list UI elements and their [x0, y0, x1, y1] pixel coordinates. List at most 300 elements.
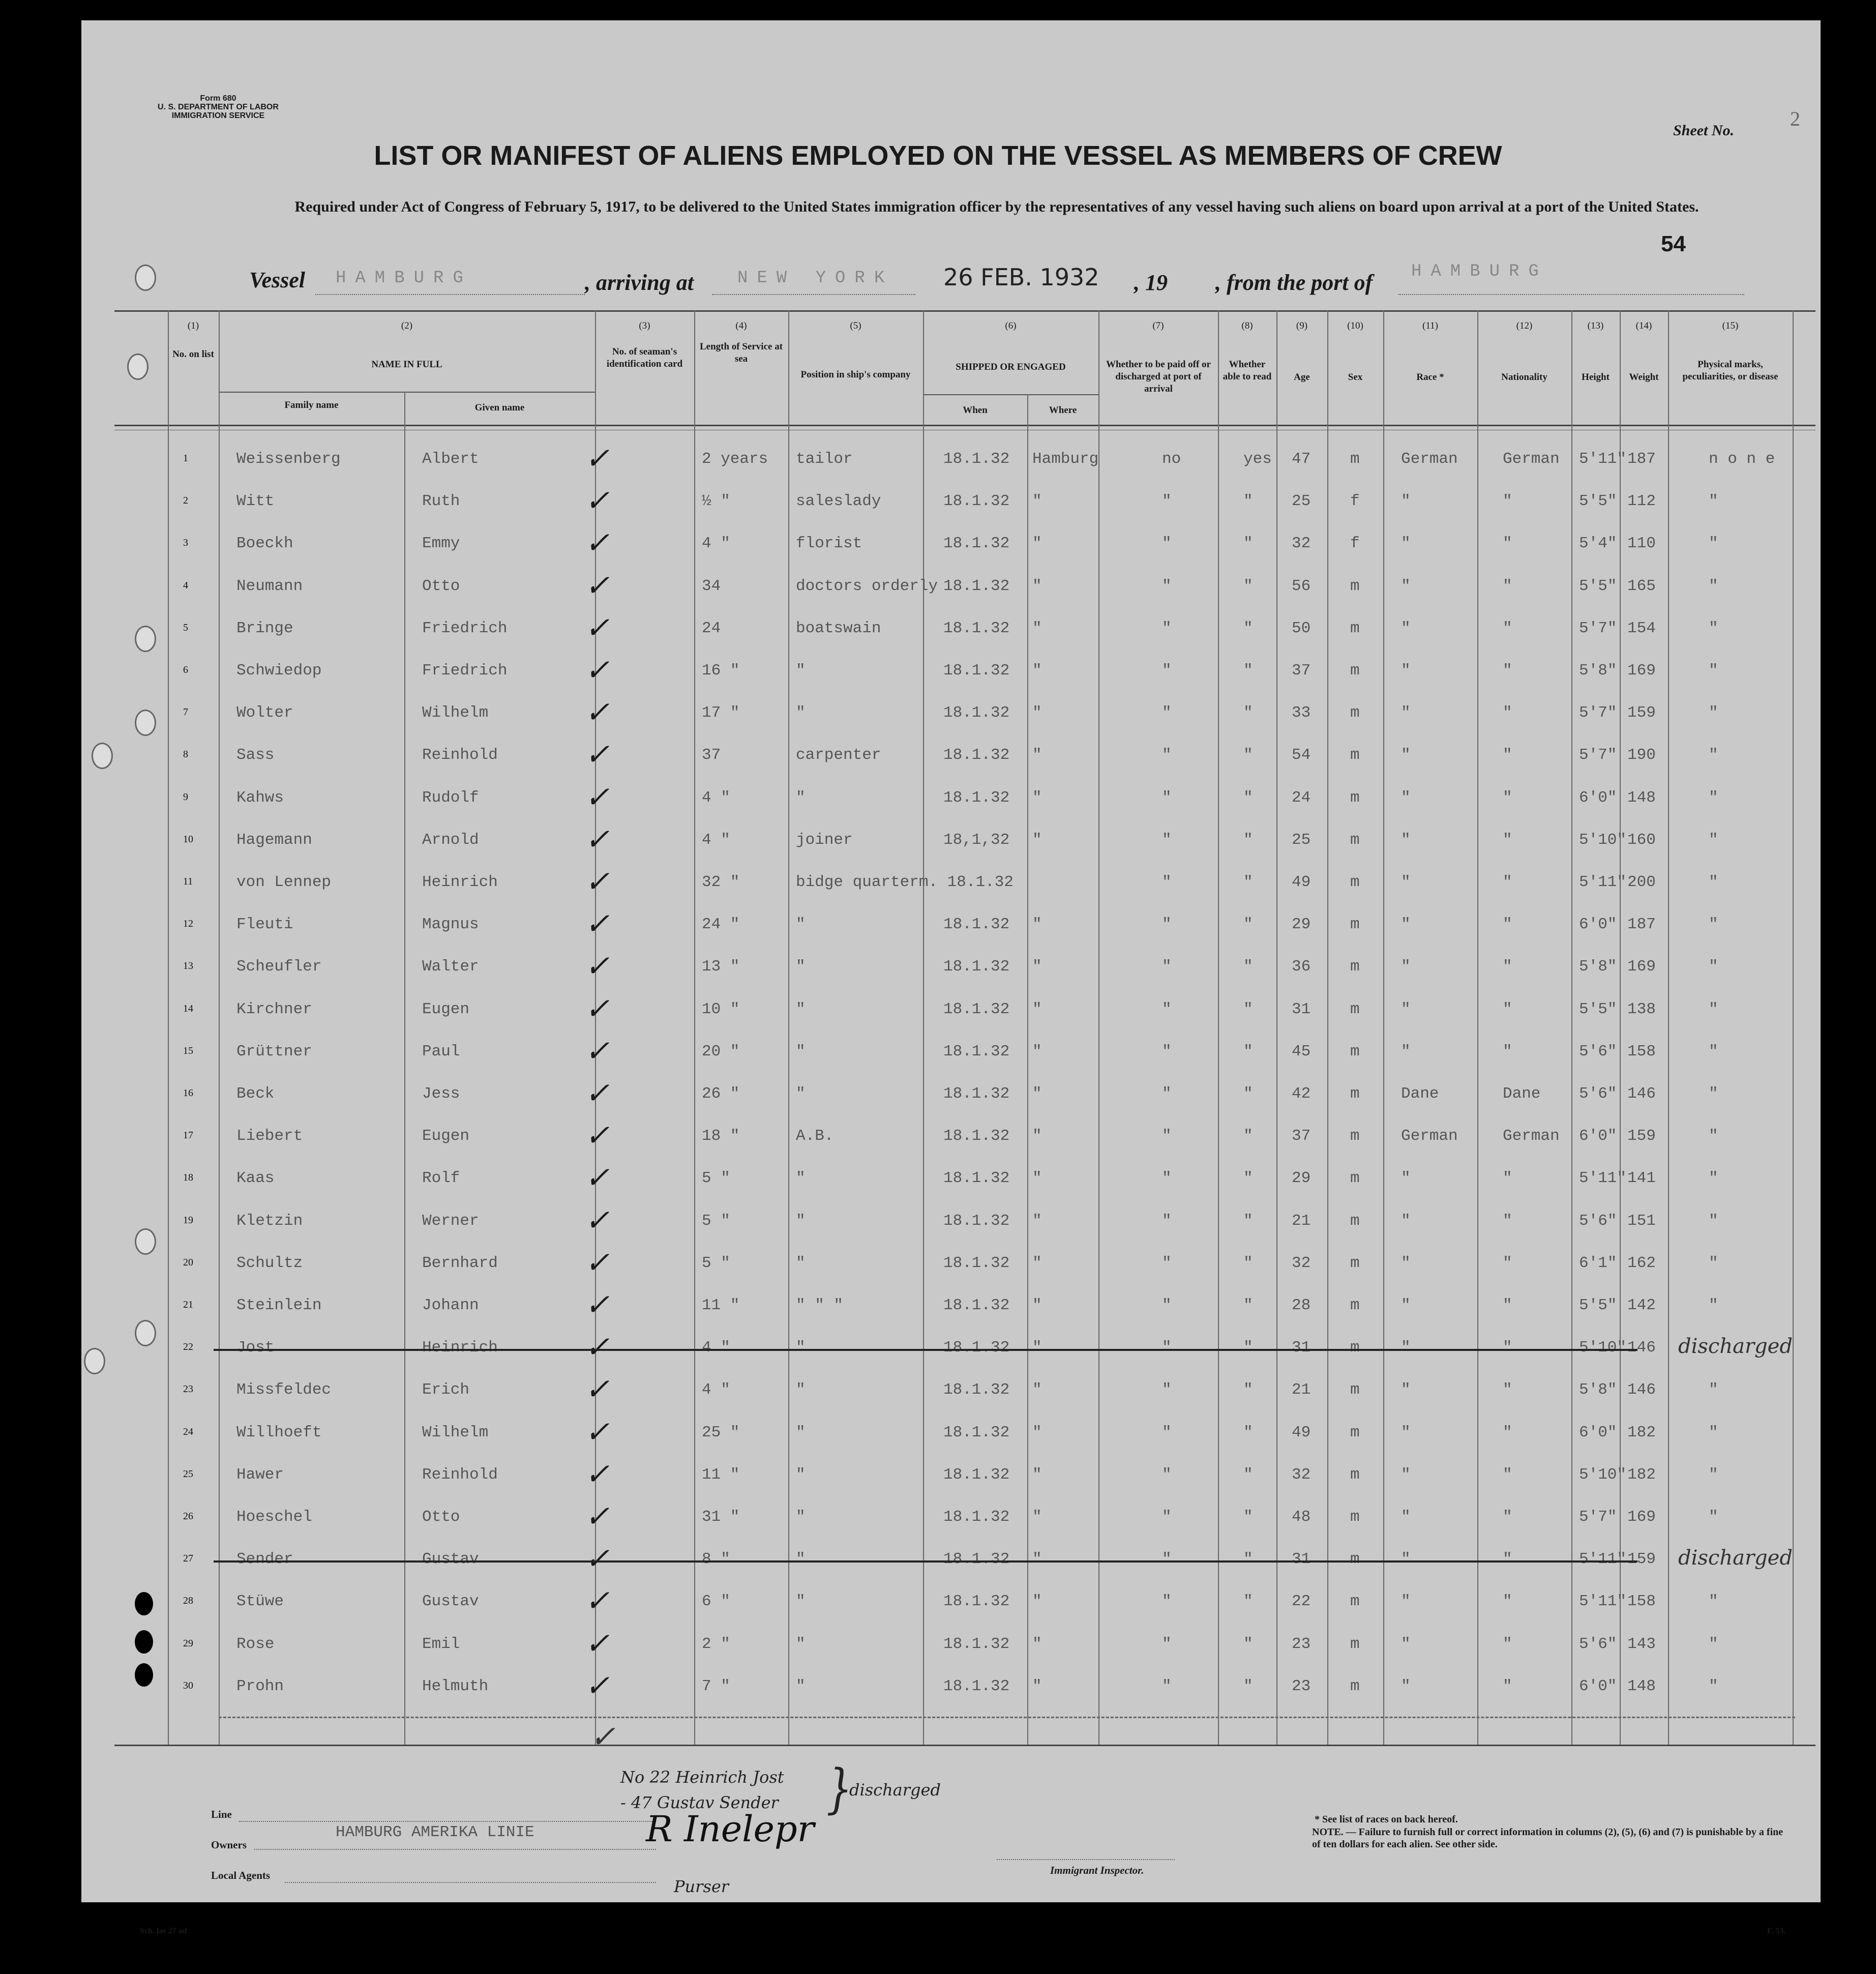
owners-label: Owners — [211, 1839, 247, 1851]
given-name: Arnold — [422, 831, 479, 849]
id-card-check-mark: ✓ — [585, 568, 610, 603]
header-bottom-rule — [114, 425, 1815, 426]
age: 25 — [1292, 492, 1311, 510]
weight: 154 — [1627, 620, 1656, 637]
weight: 159 — [1627, 1550, 1656, 1568]
col-num: (10) — [1347, 320, 1363, 331]
col-num: (13) — [1587, 320, 1604, 331]
form-code: F. 53. — [1767, 1927, 1786, 1935]
service-length: 24 " — [702, 916, 740, 933]
shipped-where: " — [1032, 1593, 1042, 1610]
page-count: 54 — [1661, 231, 1686, 256]
shipped-when: 18.1.32 — [943, 958, 1010, 976]
table-row — [0, 1626, 1876, 1661]
strike-through-line — [214, 1560, 1637, 1563]
shipped-where: " — [1032, 1550, 1042, 1568]
id-card-check-mark: ✓ — [585, 1245, 610, 1280]
shipped-where: " — [1032, 1169, 1042, 1187]
age: 47 — [1292, 450, 1311, 468]
age: 23 — [1292, 1635, 1311, 1653]
age: 29 — [1292, 916, 1311, 933]
id-card-check-mark: ✓ — [585, 1626, 610, 1661]
underline — [712, 294, 915, 295]
nationality: " — [1503, 789, 1512, 807]
service-length: 4 " — [702, 1381, 730, 1399]
shipped-when: 18.1.32 — [943, 1635, 1010, 1653]
able-to-read: " — [1243, 620, 1253, 637]
paid-off: " — [1162, 1043, 1172, 1060]
able-to-read: " — [1243, 1169, 1253, 1187]
given-name: Emmy — [422, 535, 460, 552]
height: 5'11" — [1579, 1169, 1627, 1187]
service-length: 2 years — [702, 450, 768, 468]
table-row — [0, 1203, 1876, 1238]
able-to-read: yes — [1243, 450, 1272, 468]
brace-mark: } — [826, 1758, 852, 1819]
nationality: " — [1503, 1254, 1512, 1272]
shipped-when: 18,1,32 — [943, 831, 1010, 849]
form-number: Form 680 — [200, 94, 236, 103]
able-to-read: " — [1243, 704, 1253, 722]
family-name: Jost — [236, 1339, 275, 1357]
sex: m — [1350, 1508, 1360, 1526]
given-name: Magnus — [422, 916, 479, 933]
position: " — [796, 1635, 806, 1653]
able-to-read: " — [1243, 577, 1253, 595]
sex: m — [1350, 1381, 1360, 1399]
family-name: von Lennep — [236, 873, 332, 891]
able-to-read: " — [1243, 1550, 1253, 1568]
height: 5'11" — [1579, 450, 1627, 468]
sex: m — [1350, 1424, 1360, 1441]
able-to-read: " — [1243, 958, 1253, 976]
row-number: 6 — [183, 664, 188, 675]
col-num: (1) — [187, 320, 199, 331]
id-card-check-mark: ✓ — [585, 1499, 610, 1534]
row-number: 4 — [183, 580, 188, 591]
age: 45 — [1292, 1043, 1311, 1060]
age: 50 — [1292, 620, 1311, 637]
position: " — [796, 1212, 806, 1230]
position: carpenter — [796, 746, 881, 764]
family-name: Kahws — [236, 789, 284, 807]
row-number: 26 — [183, 1511, 193, 1522]
shipped-when: 18.1.32 — [943, 1466, 1010, 1484]
inspector-label: Immigrant Inspector. — [1050, 1864, 1144, 1876]
paid-off: " — [1162, 1000, 1172, 1018]
sex: m — [1350, 620, 1360, 637]
service-length: 17 " — [702, 704, 740, 722]
physical-marks: n o n e — [1709, 450, 1775, 468]
shipped-when: 18.1.32 — [943, 1424, 1010, 1441]
height: 5'6" — [1579, 1212, 1617, 1230]
nationality: " — [1503, 1466, 1512, 1484]
weight: 146 — [1627, 1339, 1656, 1357]
physical-marks: " — [1709, 577, 1718, 595]
paid-off: " — [1162, 1254, 1172, 1272]
id-card-check-mark: ✓ — [585, 1118, 610, 1153]
weight: 162 — [1627, 1254, 1656, 1272]
nationality: " — [1503, 831, 1512, 849]
able-to-read: " — [1243, 1677, 1253, 1695]
service-length: 4 " — [702, 1339, 730, 1357]
purser-signature: R Inelepr — [646, 1808, 815, 1850]
race: " — [1401, 789, 1411, 807]
given-name: Friedrich — [422, 620, 508, 637]
service-length: 11 " — [702, 1297, 740, 1314]
sex: m — [1350, 916, 1360, 933]
shipped-when: 18.1.32 — [943, 746, 1010, 764]
given-name: Jess — [422, 1085, 460, 1103]
given-name: Werner — [422, 1212, 479, 1230]
position: " " " — [796, 1297, 844, 1314]
paid-off: " — [1162, 1635, 1172, 1653]
discharged-note: discharged — [1678, 1546, 1793, 1570]
shipped-where: " — [1032, 746, 1042, 764]
family-name: Hoeschel — [236, 1508, 312, 1526]
able-to-read: " — [1243, 873, 1253, 891]
nationality: Dane — [1503, 1085, 1541, 1103]
header-given-name: Given name — [474, 402, 525, 413]
race: " — [1401, 873, 1411, 891]
paid-off: " — [1162, 1381, 1172, 1399]
column-rule — [1793, 310, 1794, 1745]
id-card-check-mark: ✓ — [585, 864, 610, 899]
nationality: " — [1503, 873, 1512, 891]
physical-marks: " — [1709, 1508, 1718, 1526]
paid-off: " — [1162, 746, 1172, 764]
table-row — [0, 822, 1876, 857]
service-length: 32 " — [702, 873, 740, 891]
physical-marks: " — [1709, 789, 1718, 807]
nationality: " — [1503, 1339, 1512, 1357]
row-number: 10 — [183, 834, 193, 845]
paid-off: " — [1162, 704, 1172, 722]
position: " — [796, 1466, 806, 1484]
service-length: 6 " — [702, 1593, 730, 1610]
physical-marks: " — [1709, 873, 1718, 891]
family-name: Hagemann — [236, 831, 312, 849]
form-department-block — [158, 94, 279, 120]
row-number: 9 — [183, 791, 188, 803]
race: " — [1401, 1297, 1411, 1314]
service-length: 4 " — [702, 789, 730, 807]
physical-marks: " — [1709, 620, 1718, 637]
height: 5'11" — [1579, 1593, 1627, 1610]
header-race: Race * — [1416, 372, 1444, 382]
underline — [997, 1859, 1175, 1860]
requirement-text: Required under Act of Congress of February 5, 1917, to be delivered to the United States immigration officer by the representatives of any vessel having such aliens on board upon arrival at a port of the United States. — [294, 198, 1699, 215]
race: " — [1401, 1424, 1411, 1441]
race: " — [1401, 831, 1411, 849]
table-row — [0, 1668, 1876, 1703]
paid-off: " — [1162, 1508, 1172, 1526]
service-length: 2 " — [702, 1635, 730, 1653]
physical-marks: " — [1709, 1127, 1718, 1145]
column-rule — [788, 310, 789, 1745]
row-number: 17 — [183, 1130, 193, 1141]
header-age: Age — [1294, 372, 1310, 382]
position: doctors orderly — [796, 577, 938, 595]
notice-text: NOTE. — Failure to furnish full or correct information in columns (2), (5), (6) and (7) is punishable by a fine of ten dollars for each alien. See other side. — [1312, 1826, 1783, 1850]
family-name: Hawer — [236, 1466, 284, 1484]
family-name: Stüwe — [236, 1593, 284, 1610]
family-name: Kletzin — [236, 1212, 303, 1230]
height: 5'7" — [1579, 746, 1617, 764]
nationality: " — [1503, 1212, 1512, 1230]
header-sex: Sex — [1348, 372, 1363, 382]
col-num: (9) — [1296, 320, 1308, 331]
shipped-when: 18.1.32 — [943, 704, 1010, 722]
family-name: Fleuti — [236, 916, 293, 933]
sex: m — [1350, 1127, 1360, 1145]
paid-off: " — [1162, 1212, 1172, 1230]
paid-off: " — [1162, 831, 1172, 849]
given-name: Albert — [422, 450, 479, 468]
id-card-check-mark: ✓ — [585, 653, 610, 687]
service-length: 5 " — [702, 1212, 730, 1230]
able-to-read: " — [1243, 1085, 1253, 1103]
weight: 146 — [1627, 1085, 1656, 1103]
position: " — [796, 958, 806, 976]
sex: m — [1350, 1169, 1360, 1187]
row-number: 23 — [183, 1383, 193, 1395]
physical-marks: " — [1709, 1635, 1718, 1653]
height: 5'8" — [1579, 1381, 1617, 1399]
column-rule — [1383, 310, 1384, 1745]
sex: f — [1350, 535, 1360, 552]
row-number: 14 — [183, 1003, 193, 1014]
able-to-read: " — [1243, 1339, 1253, 1357]
weight: 159 — [1627, 704, 1656, 722]
shipped-subheader-rule — [923, 394, 1098, 395]
shipped-when: 18.1.32 — [943, 1381, 1010, 1399]
sex: m — [1350, 1677, 1360, 1695]
vessel-label: Vessel — [249, 268, 305, 292]
row-number: 29 — [183, 1638, 193, 1649]
nationality: " — [1503, 1677, 1512, 1695]
col-num: (3) — [639, 320, 650, 331]
age: 21 — [1292, 1381, 1311, 1399]
sheet-label: Sheet No. — [1673, 122, 1734, 139]
service-length: 11 " — [702, 1466, 740, 1484]
id-card-check-mark: ✓ — [585, 991, 610, 1026]
height: 5'11" — [1579, 873, 1627, 891]
shipped-when: 18.1.32 — [943, 1169, 1010, 1187]
race: " — [1401, 916, 1411, 933]
col-num: (6) — [1005, 320, 1017, 331]
position: " — [796, 1677, 806, 1695]
paid-off: " — [1162, 1127, 1172, 1145]
row-number: 22 — [183, 1341, 193, 1352]
position: " — [796, 1254, 806, 1272]
family-name: Bringe — [236, 620, 293, 637]
shipped-when: 18.1.32 — [943, 1212, 1010, 1230]
table-row — [0, 1415, 1876, 1449]
able-to-read: " — [1243, 662, 1253, 680]
shipped-when: 18.1.32 — [943, 450, 1010, 468]
table-row — [0, 737, 1876, 772]
physical-marks: " — [1709, 1169, 1718, 1187]
sex: m — [1350, 958, 1360, 976]
header-able-read: Whether able to read — [1223, 359, 1272, 382]
shipped-where: " — [1032, 1635, 1042, 1653]
header-height: Height — [1582, 372, 1610, 382]
given-name: Emil — [422, 1635, 460, 1653]
given-name: Bernhard — [422, 1254, 498, 1272]
row-number: 5 — [183, 622, 188, 633]
weight: 143 — [1627, 1635, 1656, 1653]
age: 28 — [1292, 1297, 1311, 1314]
row-number: 15 — [183, 1045, 193, 1056]
shipped-where: " — [1032, 916, 1042, 933]
weight: 159 — [1627, 1127, 1656, 1145]
given-name: Erich — [422, 1381, 470, 1399]
nationality: " — [1503, 1508, 1512, 1526]
shipped-where: " — [1032, 620, 1042, 637]
service-length: 25 " — [702, 1424, 740, 1441]
from-port-label: , from the port of — [1215, 270, 1373, 295]
weight: 141 — [1627, 1169, 1656, 1187]
sex: m — [1350, 1550, 1360, 1568]
race: " — [1401, 1254, 1411, 1272]
shipped-where: " — [1032, 1466, 1042, 1484]
row-number: 3 — [183, 537, 188, 548]
page-title: LIST OR MANIFEST OF ALIENS EMPLOYED ON THE VESSEL AS MEMBERS OF CREW — [374, 140, 1502, 171]
nationality: " — [1503, 1297, 1512, 1314]
height: 5'11" — [1579, 1550, 1627, 1568]
header-shipped: SHIPPED OR ENGAGED — [956, 362, 1066, 372]
weight: 112 — [1627, 492, 1656, 510]
column-rule — [1218, 310, 1219, 1745]
shipped-when: 18.1.32 — [943, 916, 1010, 933]
table-row — [0, 610, 1876, 645]
given-name: Wilhelm — [422, 1424, 489, 1441]
physical-marks: " — [1709, 746, 1718, 764]
race: " — [1401, 1169, 1411, 1187]
shipped-where: Hamburg — [1032, 450, 1099, 468]
shipped-where: " — [1032, 577, 1042, 595]
sex: m — [1350, 1635, 1360, 1653]
nationality: German — [1503, 1127, 1560, 1145]
age: 37 — [1292, 662, 1311, 680]
paid-off: " — [1162, 492, 1172, 510]
family-name: Boeckh — [236, 535, 293, 552]
race: " — [1401, 1593, 1411, 1610]
row-number: 13 — [183, 960, 193, 971]
id-card-check-mark: ✓ — [585, 441, 610, 476]
paid-off: " — [1162, 1593, 1172, 1610]
id-card-check-mark: ✓ — [585, 1583, 610, 1618]
shipped-when: 18.1.32 — [943, 535, 1010, 552]
nationality: " — [1503, 1593, 1512, 1610]
sex: m — [1350, 873, 1360, 891]
height: 5'6" — [1579, 1043, 1617, 1060]
shipped-when: 18.1.32 — [943, 620, 1010, 637]
height: 5'10" — [1579, 1466, 1627, 1484]
owners-value: HAMBURG AMERIKA LINIE — [336, 1823, 534, 1841]
paid-off: " — [1162, 1339, 1172, 1357]
purser-title: Purser — [674, 1877, 729, 1896]
column-rule — [168, 310, 169, 1745]
shipped-when: 18.1.32 — [943, 789, 1010, 807]
weight: 160 — [1627, 831, 1656, 849]
position: " — [796, 1000, 806, 1018]
race: " — [1401, 1466, 1411, 1484]
given-name: Reinhold — [422, 1466, 498, 1484]
service-length: 24 — [702, 620, 721, 637]
paid-off: " — [1162, 1085, 1172, 1103]
age: 21 — [1292, 1212, 1311, 1230]
header-paid-off: Whether to be paid off or discharged at port of arrival — [1106, 359, 1211, 394]
given-name: Rolf — [422, 1169, 460, 1187]
physical-marks: " — [1709, 1000, 1718, 1018]
row-number: 27 — [183, 1553, 193, 1564]
sex: m — [1350, 1466, 1360, 1484]
col-num: (12) — [1516, 320, 1533, 331]
weight: 169 — [1627, 958, 1656, 976]
row-number: 28 — [183, 1595, 193, 1606]
height: 5'6" — [1579, 1635, 1617, 1653]
race: " — [1401, 577, 1411, 595]
age: 49 — [1292, 873, 1311, 891]
position: tailor — [796, 450, 853, 468]
column-rule — [1327, 310, 1328, 1745]
age: 49 — [1292, 1424, 1311, 1441]
paid-off: " — [1162, 1550, 1172, 1568]
able-to-read: " — [1243, 1254, 1253, 1272]
given-name: Johann — [422, 1297, 479, 1314]
height: 5'7" — [1579, 1508, 1617, 1526]
id-card-check-mark: ✓ — [585, 1034, 610, 1068]
paid-off: " — [1162, 662, 1172, 680]
height: 5'10" — [1579, 831, 1627, 849]
table-row — [0, 653, 1876, 687]
shipped-where: " — [1032, 1085, 1042, 1103]
schedule-code: Sch. las 27 ad — [140, 1927, 187, 1935]
table-row — [0, 1541, 1876, 1576]
row-number: 20 — [183, 1257, 193, 1268]
given-name: Friedrich — [422, 662, 508, 680]
service-length: 4 " — [702, 535, 730, 552]
table-row — [0, 991, 1876, 1026]
age: 31 — [1292, 1000, 1311, 1018]
paid-off: " — [1162, 1424, 1172, 1441]
discharge-note-line-1: No 22 Heinrich Jost — [620, 1767, 784, 1787]
id-card-check-mark: ✓ — [585, 1415, 610, 1449]
height: 6'0" — [1579, 789, 1617, 807]
nationality: " — [1503, 1381, 1512, 1399]
table-row — [0, 1330, 1876, 1364]
height: 5'6" — [1579, 1085, 1617, 1103]
sex: m — [1350, 1000, 1360, 1018]
given-name: Rudolf — [422, 789, 479, 807]
service-length: 4 " — [702, 831, 730, 849]
discharge-word: discharged — [849, 1780, 941, 1800]
position: saleslady — [796, 492, 881, 510]
able-to-read: " — [1243, 831, 1253, 849]
sex: f — [1350, 492, 1360, 510]
height: 6'0" — [1579, 916, 1617, 933]
table-row — [0, 864, 1876, 899]
position: A.B. — [796, 1127, 834, 1145]
id-card-check-mark: ✓ — [585, 1160, 610, 1195]
id-card-check-mark: ✓ — [585, 780, 610, 814]
shipped-where: " — [1032, 1508, 1042, 1526]
table-row — [0, 525, 1876, 560]
service-length: 7 " — [702, 1677, 730, 1695]
physical-marks: " — [1709, 1212, 1718, 1230]
